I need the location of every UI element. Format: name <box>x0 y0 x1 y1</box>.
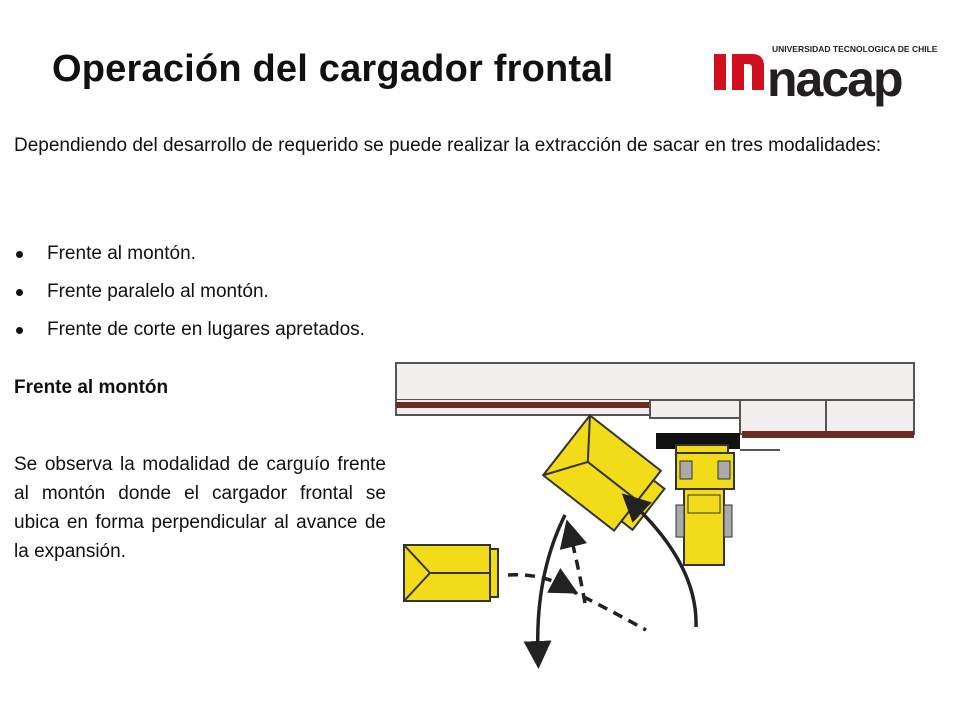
list-item-label: Frente de corte en lugares apretados. <box>47 319 365 340</box>
bullet-icon <box>16 327 23 334</box>
list-item <box>14 278 365 306</box>
maneuver-paths <box>508 503 696 655</box>
bullet-icon <box>16 289 23 296</box>
list-item-label: Frente al montón. <box>47 243 196 264</box>
list-item <box>14 240 365 268</box>
list-item-label: Frente paralelo al montón. <box>47 281 269 302</box>
modalities-list <box>14 240 365 354</box>
description-paragraph: Se observa la modalidad de carguío frente al montón donde el cargador frontal se ubica en forma perpendicular al avance de la expansión. <box>14 454 386 562</box>
inacap-logo <box>712 40 942 110</box>
logo-tagline: UNIVERSIDAD TECNOLOGICA DE CHILE <box>772 44 938 54</box>
pile-wall <box>396 363 914 450</box>
section-heading: Frente al montón <box>14 377 169 398</box>
list-item <box>14 316 365 344</box>
loader-at-face <box>676 445 734 565</box>
intro-paragraph: Dependiendo del desarrollo de requerido se puede realizar la extracción de sacar en tres modalidades: <box>14 135 882 156</box>
loader-maneuver-diagram <box>380 355 920 675</box>
bullet-icon <box>16 251 23 258</box>
logo-wordmark: nacap <box>767 51 902 107</box>
truck-waiting <box>404 545 498 601</box>
slide-title: Operación del cargador frontal <box>52 48 614 90</box>
